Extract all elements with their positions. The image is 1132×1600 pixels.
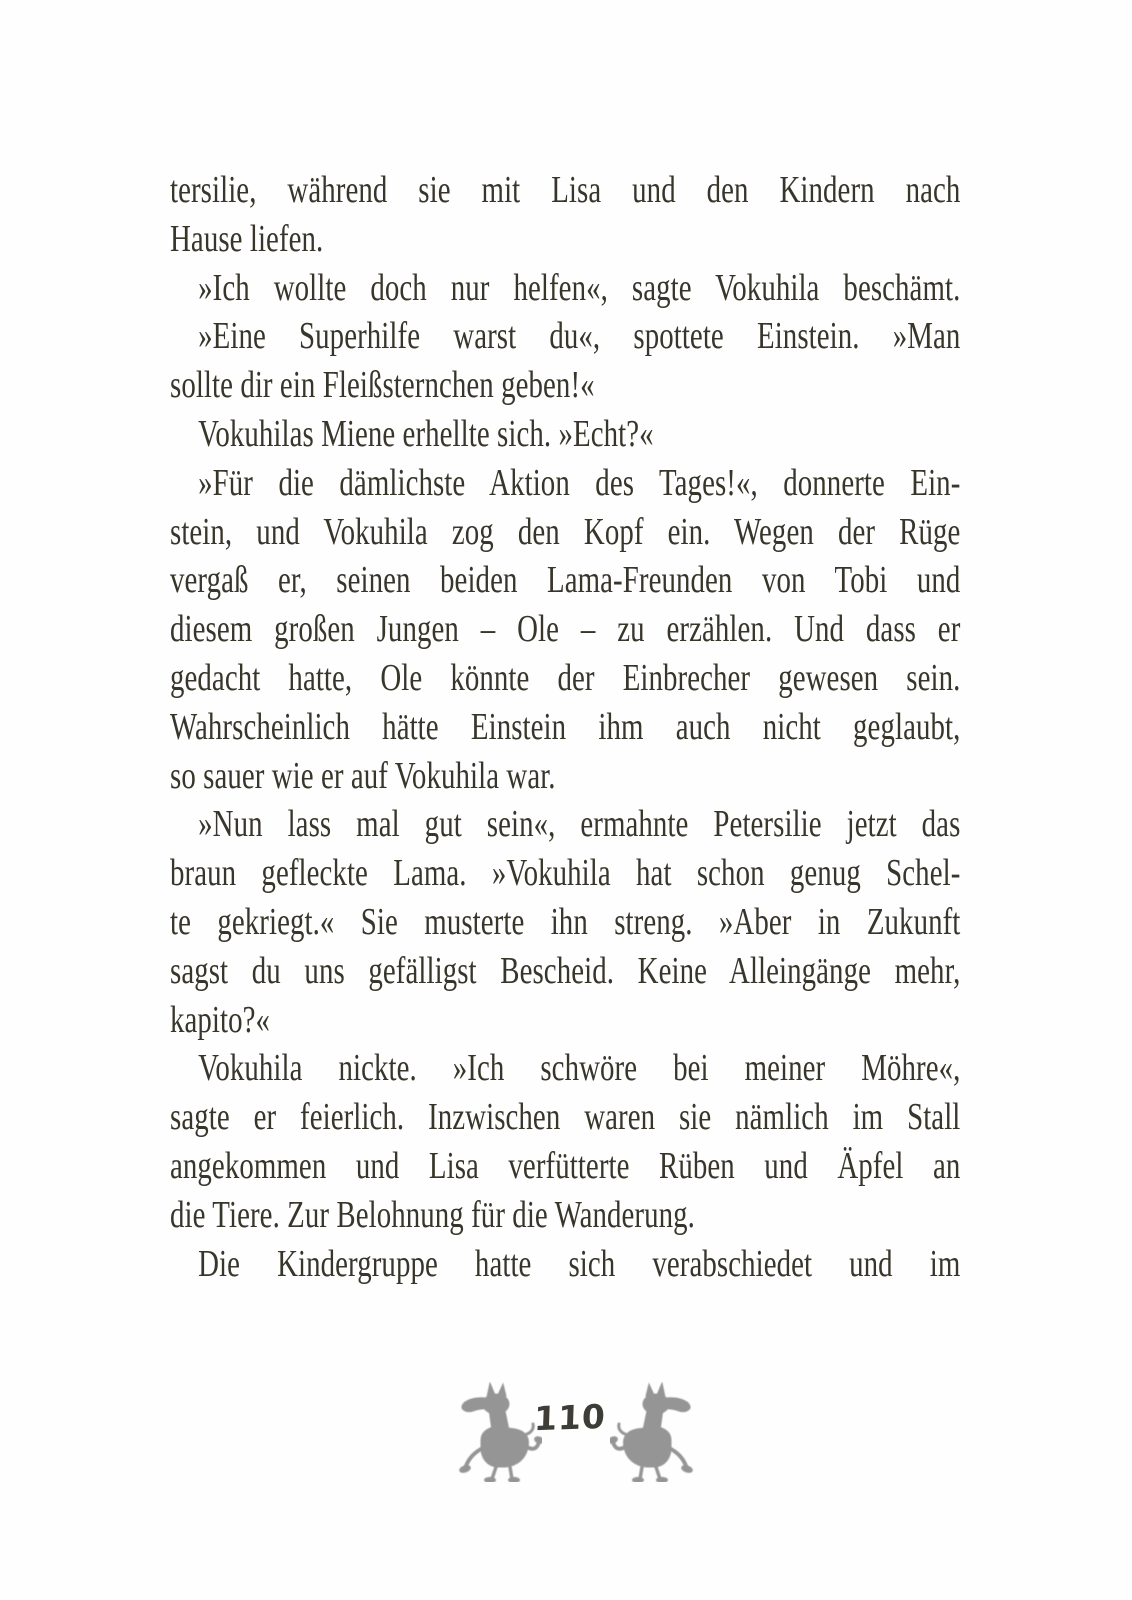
- text-line: sagst du uns gefälligst Bescheid. Keine Alleingänge mehr,: [170, 949, 961, 992]
- text-line: sagte er feierlich. Inzwischen waren sie nämlich im Stall: [170, 1096, 961, 1139]
- text-line: Vokuhila nickte. »Ich schwöre bei meiner Möhre«,: [198, 1047, 961, 1090]
- text-line: gedacht hatte, Ole könnte der Einbrecher gewesen sein.: [170, 656, 961, 699]
- text-line: sollte dir ein Fleißsternchen geben!«: [170, 364, 595, 407]
- page-number: 110: [533, 1396, 607, 1439]
- text-line: vergaß er, seinen beiden Lama-Freunden von Tobi und: [170, 559, 961, 602]
- text-line: kapito?«: [170, 998, 271, 1041]
- llama-left-icon: [456, 1382, 542, 1482]
- page-footer: [0, 1380, 1132, 1490]
- text-line: »Nun lass mal gut sein«, ermahnte Petersilie jetzt das: [198, 803, 961, 846]
- text-line: so sauer wie er auf Vokuhila war.: [170, 754, 556, 797]
- text-line: Vokuhilas Miene erhellte sich. »Echt?«: [198, 412, 654, 455]
- text-line: »Eine Superhilfe warst du«, spottete Einstein. »Man: [198, 315, 961, 358]
- llama-right-icon: [610, 1382, 696, 1482]
- text-line: tersilie, während sie mit Lisa und den Kindern nach: [170, 169, 961, 211]
- text-line: Wahrscheinlich hätte Einstein ihm auch nicht geglaubt,: [170, 705, 961, 748]
- body-text: [170, 166, 960, 1288]
- text-line: braun gefleckte Lama. »Vokuhila hat schon genug Schel-: [170, 852, 961, 895]
- text-line: die Tiere. Zur Belohnung für die Wanderung.: [170, 1193, 695, 1236]
- text-line: te gekriegt.« Sie musterte ihn streng. »Aber in Zukunft: [170, 900, 961, 943]
- text-line: Die Kindergruppe hatte sich verabschiedet und im: [198, 1242, 961, 1285]
- text-line: diesem großen Jungen – Ole – zu erzählen. Und dass er: [170, 608, 961, 651]
- text-line: stein, und Vokuhila zog den Kopf ein. Wegen der Rüge: [170, 510, 961, 553]
- text-line: »Für die dämlichste Aktion des Tages!«, donnerte Ein-: [198, 461, 961, 504]
- text-line: »Ich wollte doch nur helfen«, sagte Vokuhila beschämt.: [198, 266, 961, 309]
- text-line: Hause liefen.: [170, 217, 324, 260]
- text-line: angekommen und Lisa verfütterte Rüben und Äpfel an: [170, 1144, 961, 1187]
